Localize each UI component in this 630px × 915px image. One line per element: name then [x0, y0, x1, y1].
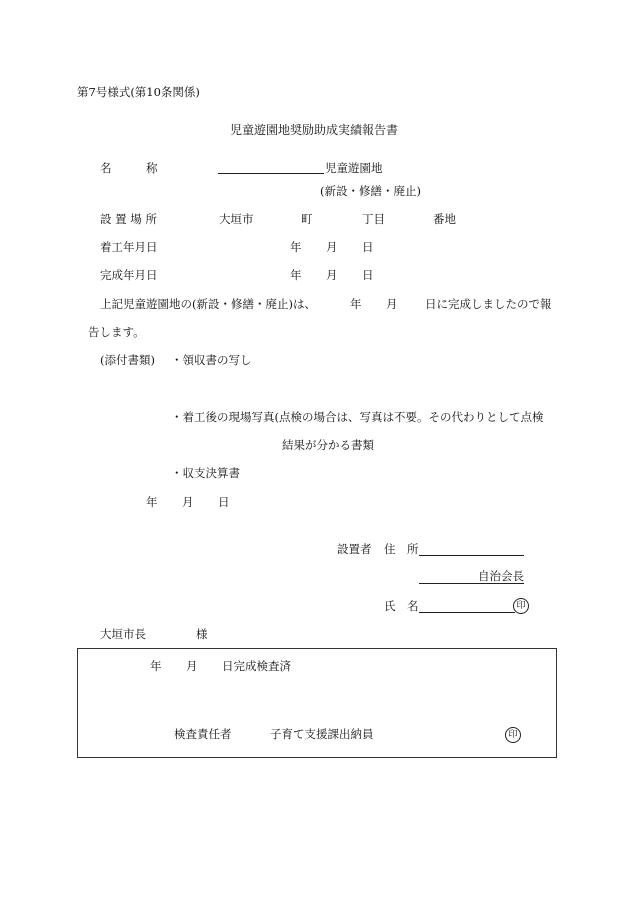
attachment-budget: ・収支決算書	[171, 466, 240, 480]
name-sign-label: 氏 名	[384, 599, 419, 613]
submission-day: 日	[218, 495, 230, 509]
association-underline	[419, 583, 479, 584]
location-chome: 丁目	[362, 212, 385, 226]
inspector-title: 子育て支援課出納員	[270, 727, 374, 741]
attachment-photo-cont: 結果が分かる書類	[282, 438, 374, 452]
document-title: 児童遊園地奨励助成実績報告書	[230, 123, 399, 137]
inspection-done: 日完成検査済	[222, 659, 291, 673]
start-month: 月	[326, 240, 338, 254]
submission-year: 年	[146, 495, 158, 509]
applicant-seal-icon: 印	[513, 598, 529, 614]
address-label: 住 所	[384, 542, 419, 556]
association-label: 自治会長	[478, 569, 524, 583]
complete-year: 年	[290, 268, 302, 282]
name-label: 名 称	[100, 161, 158, 175]
start-year: 年	[290, 240, 302, 254]
statement-line2: 告します。	[88, 325, 145, 339]
complete-day: 日	[362, 268, 374, 282]
start-day: 日	[362, 240, 374, 254]
start-date-label: 着工年月日	[100, 240, 158, 254]
attachment-photo: ・着工後の現場写真(点検の場合は、写真は不要。その代わりとして点検	[171, 410, 544, 424]
inspection-box	[77, 648, 557, 758]
name-sign-underline	[419, 612, 515, 613]
statement-month: 月	[386, 297, 398, 311]
inspection-year: 年	[150, 659, 162, 673]
complete-month: 月	[326, 268, 338, 282]
location-city: 大垣市	[219, 212, 254, 226]
address-underline	[419, 555, 524, 556]
honorific: 様	[196, 627, 208, 641]
inspector-label: 検査責任者	[174, 727, 232, 741]
attachment-receipt: ・領収書の写し	[171, 353, 252, 367]
mayor-label: 大垣市長	[100, 627, 146, 641]
statement-line1: 上記児童遊園地の(新設・修繕・廃止)は、	[100, 297, 316, 311]
inspector-seal-icon: 印	[505, 727, 521, 743]
form-number: 第7号様式(第10条関係)	[77, 85, 200, 99]
complete-date-label: 完成年月日	[100, 268, 158, 282]
location-town: 町	[301, 212, 313, 226]
statement-line1-end: 日に完成しましたので報	[425, 297, 552, 311]
installer-label: 設置者	[337, 542, 372, 556]
location-label: 設 置 場 所	[100, 212, 157, 226]
type-options: (新設・修繕・廃止)	[320, 184, 421, 198]
submission-month: 月	[182, 495, 194, 509]
statement-year: 年	[350, 297, 362, 311]
inspection-month: 月	[186, 659, 198, 673]
name-underline	[218, 173, 324, 174]
location-banchi: 番地	[433, 212, 456, 226]
attachments-label: (添付書類)	[100, 353, 155, 367]
name-suffix: 児童遊園地	[325, 161, 383, 175]
